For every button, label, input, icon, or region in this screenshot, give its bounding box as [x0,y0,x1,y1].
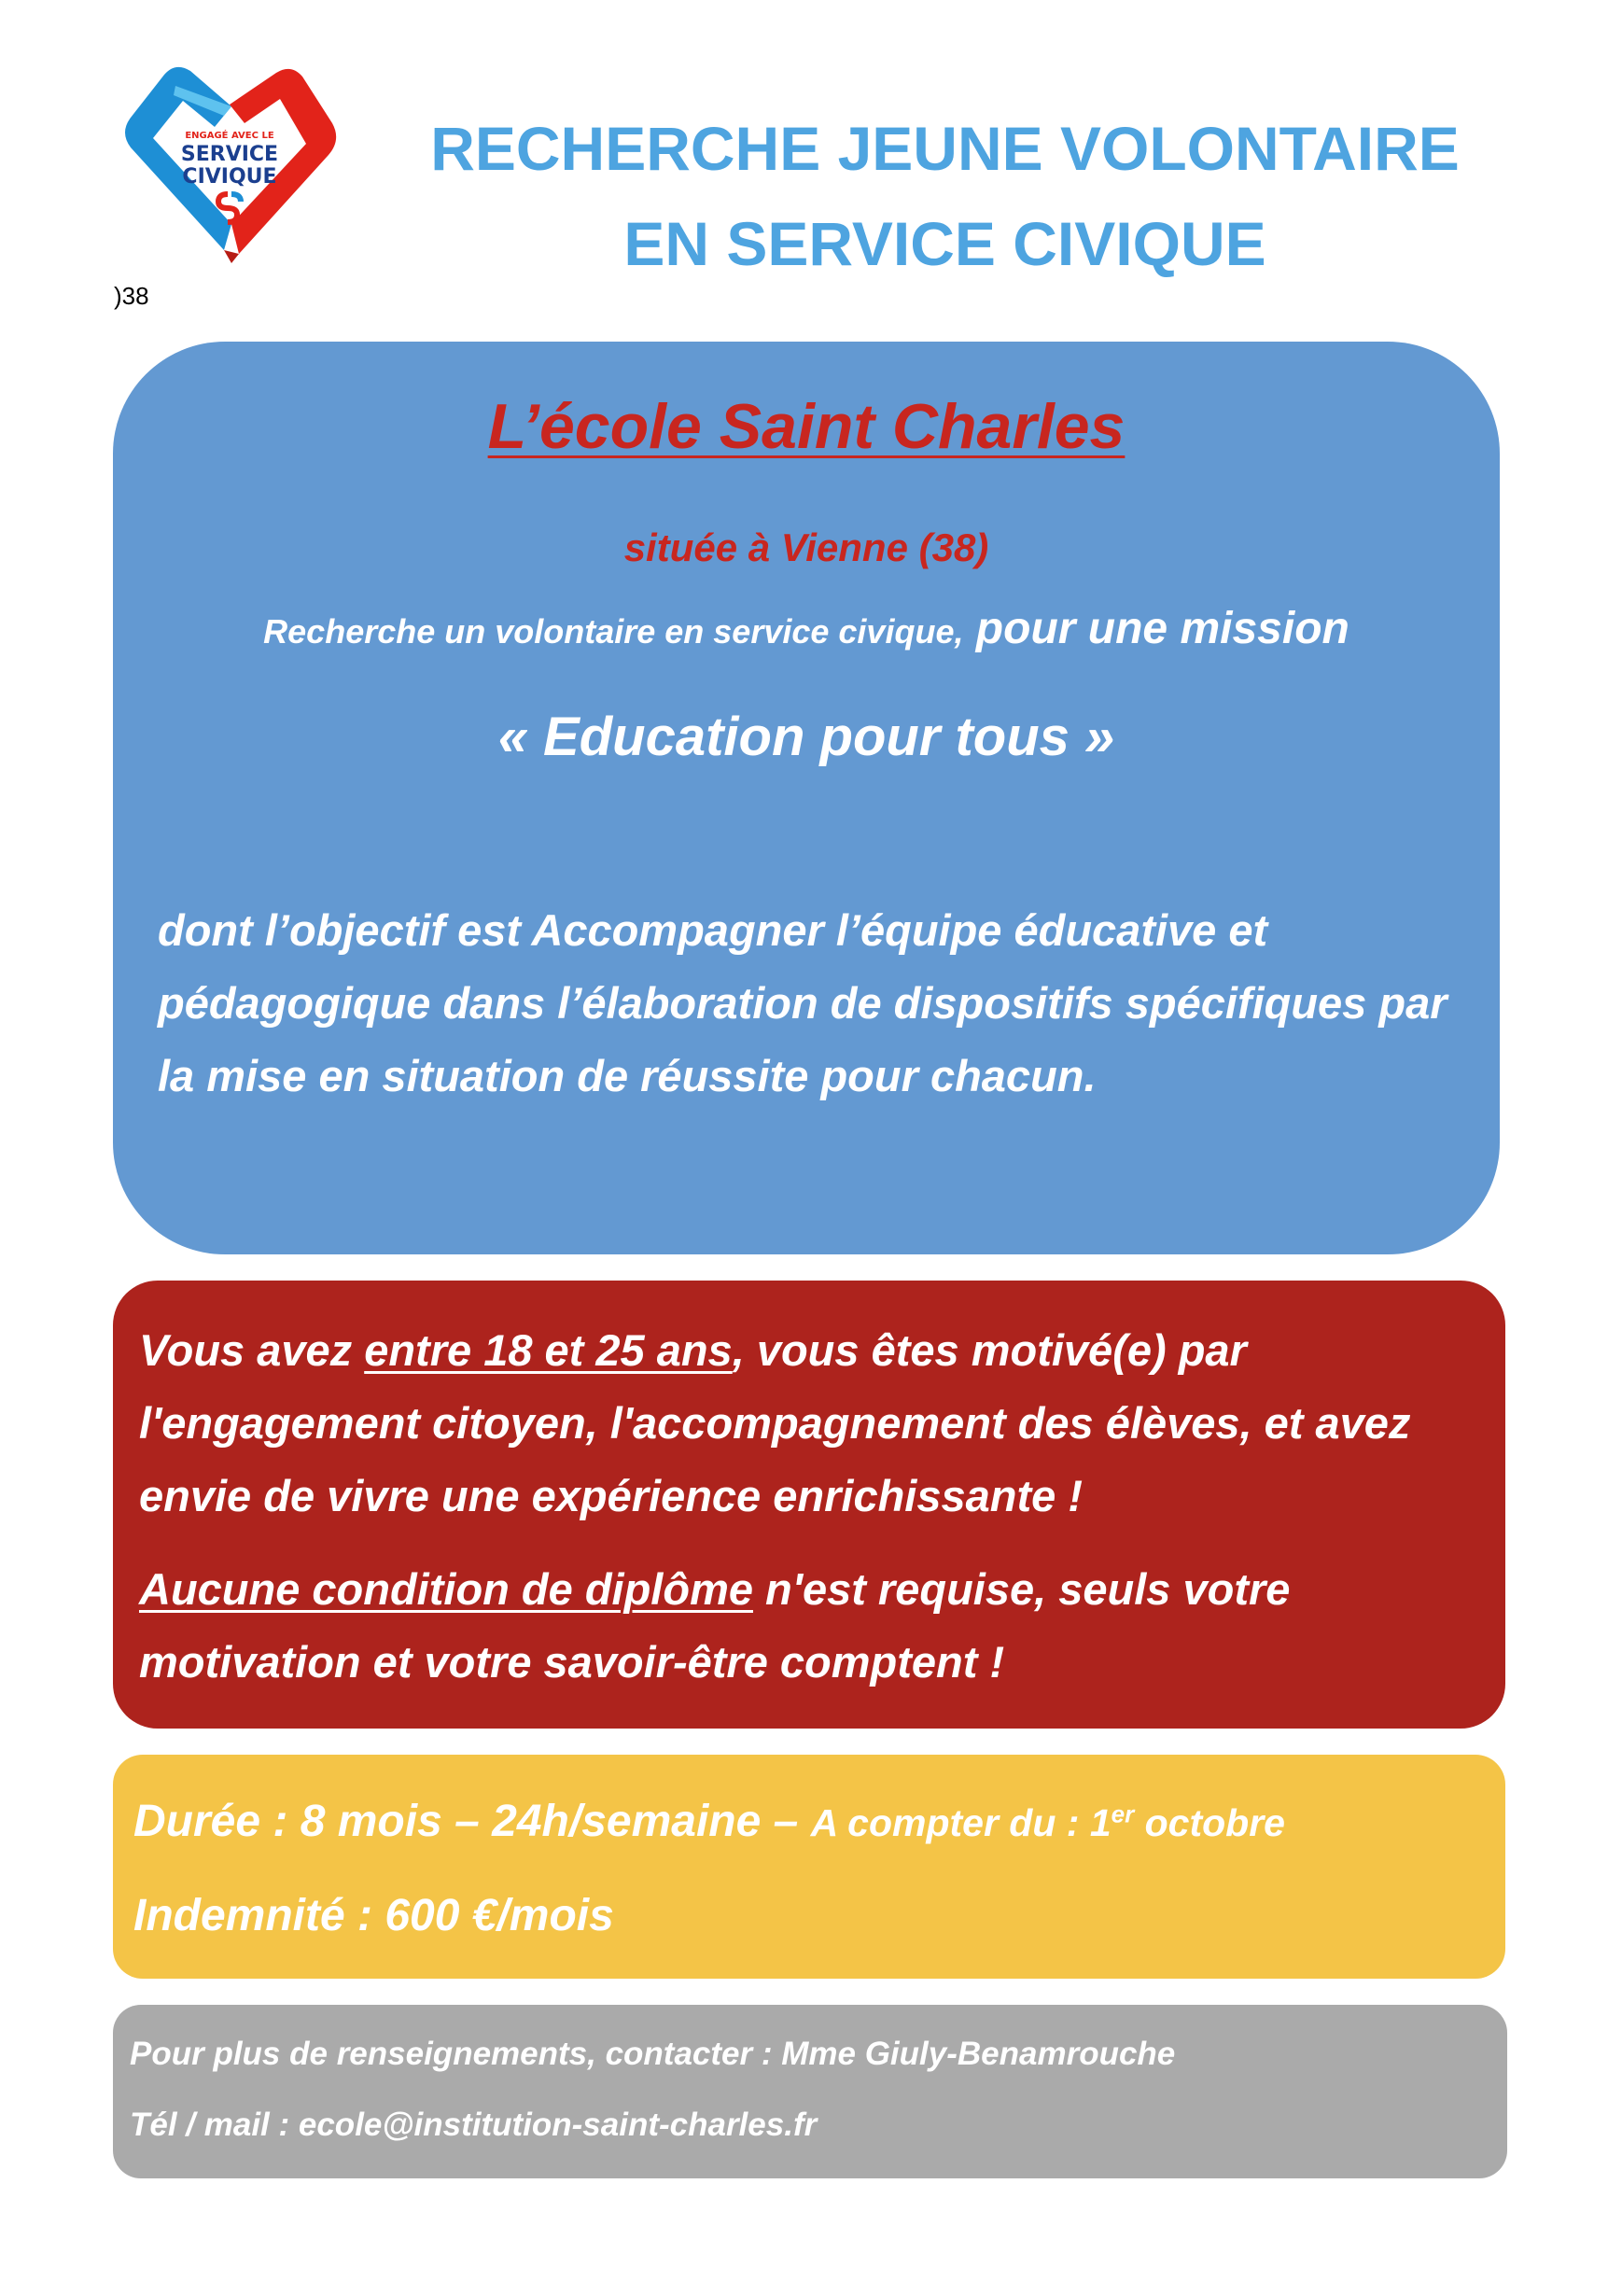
profile-paragraph-diploma [139,1553,1505,1699]
allowance: Indemnité : 600 €/mois [133,1891,614,1940]
title-line-2: EN SERVICE CIVIQUE [623,209,1266,278]
candidate-profile-panel [113,1281,1505,1729]
school-name: L’école Saint Charles [487,391,1126,462]
logo-text-service: SERVICE [180,143,279,166]
mission-name: « Education pour tous » [497,707,1115,767]
profile-diploma-text: n'est requise, seuls votre motivation et votre savoir-être comptent ! [139,1564,1291,1687]
title-line-1: RECHERCHE JEUNE VOLONTAIRE [430,114,1460,183]
mission-intro [113,603,1500,654]
contact-details: Tél / mail : ecole@institution-saint-charles.fr [130,2107,818,2143]
duration-text: Durée : 8 mois – 24h/semaine – [133,1797,811,1846]
school-location: située à Vienne (38) [623,525,989,569]
duration-line [133,1788,1505,1856]
profile-no-diploma: Aucune condition de diplôme [139,1564,753,1614]
heart-logo-icon [119,58,340,269]
logo-text-civique: CIVIQUE [182,165,277,189]
start-date-ordinal: er [1111,1799,1135,1828]
contact-panel [113,2005,1507,2178]
mission-objective: dont l’objectif est Accompagner l’équipe éducative et pédagogique dans l’élaboration de dispositifs spécifiques par la mise en situation de réussite pour chacun. [158,905,1447,1100]
profile-motivation-text: , vous êtes motivé(e) par l'engagement citoyen, l'accompagnement des élèves, et avez envie de vivre une expérience enrichissante ! [139,1325,1411,1520]
logo-text-engage: ENGAGÉ AVEC LE [185,131,274,141]
profile-paragraph-age [139,1314,1505,1533]
service-civique-logo [119,58,340,269]
reference-code: )38 [114,282,149,310]
school-mission-panel [113,342,1500,1254]
profile-age-prefix: Vous avez [139,1325,365,1375]
start-date [811,1801,1285,1844]
mission-intro-big: pour une mission [963,604,1349,653]
mission-intro-small: Recherche un volontaire en service civique, [263,612,964,651]
profile-age-range: entre 18 et 25 ans [364,1325,733,1375]
conditions-panel [113,1755,1505,1979]
contact-person: Pour plus de renseignements, contacter : Mme Giuly-Benamrouche [130,2036,1176,2072]
page-title [373,101,1517,291]
start-date-month: octobre [1134,1801,1285,1844]
start-date-label: A compter du : 1 [810,1801,1112,1844]
